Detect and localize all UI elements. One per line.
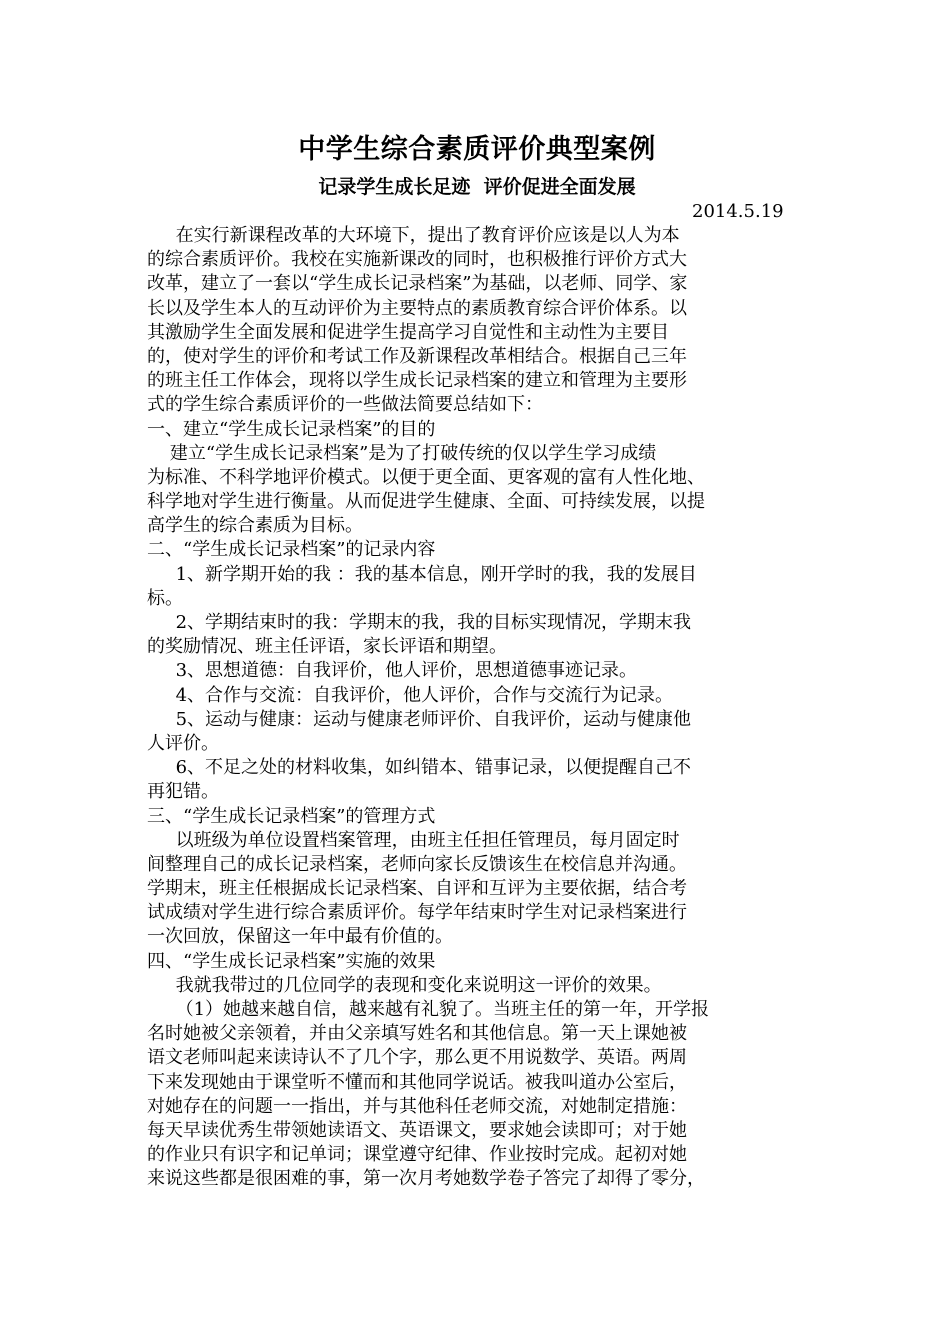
body-line xyxy=(147,1143,807,1167)
body-line xyxy=(147,490,807,514)
body-line xyxy=(147,611,807,635)
body-line xyxy=(147,393,807,417)
body-line-text: 的，使对学生的评价和考试工作及新课程改革相结合。根据自己三年 xyxy=(147,345,687,367)
body-line-text: 标。 xyxy=(147,587,183,609)
body-line xyxy=(147,974,807,998)
body-line-text: 为标准、不科学地评价模式。以便于更全面、更客观的富有人性化地、 xyxy=(147,466,705,488)
body-line xyxy=(147,877,807,901)
body-line-text: 三、“学生成长记录档案”的管理方式 xyxy=(147,805,436,827)
body-line-text: 6、不足之处的材料收集，如纠错本、错事记录，以便提醒自己不 xyxy=(147,757,692,779)
body-line xyxy=(147,684,807,708)
body-line xyxy=(147,950,807,974)
body-line-text: 5、运动与健康：运动与健康老师评价、自我评价，运动与健康他 xyxy=(147,708,692,730)
body-line xyxy=(147,514,807,538)
body-line xyxy=(147,1095,807,1119)
body-line-text: 以班级为单位设置档案管理，由班主任担任管理员，每月固定时 xyxy=(147,829,680,851)
body-line-text: 学期末，班主任根据成长记录档案、自评和互评为主要依据，结合考 xyxy=(147,878,687,900)
body-line xyxy=(147,732,807,756)
body-line xyxy=(147,998,807,1022)
document-body xyxy=(147,224,807,1192)
body-line-text: 来说这些都是很困难的事，第一次月考她数学卷子答完了却得了零分， xyxy=(147,1168,705,1190)
body-line xyxy=(147,587,807,611)
body-line xyxy=(147,853,807,877)
body-line xyxy=(147,1071,807,1095)
body-line xyxy=(147,248,807,272)
body-line-text: 下来发现她由于课堂听不懂而和其他同学说话。被我叫道办公室后， xyxy=(147,1071,687,1093)
body-line xyxy=(147,345,807,369)
body-line-text: （1）她越来越自信，越来越有礼貌了。当班主任的第一年，开学报 xyxy=(147,999,710,1020)
body-line-text: 试成绩对学生进行综合素质评价。每学年结束时学生对记录档案进行 xyxy=(147,902,687,924)
body-line-text: 其激励学生全面发展和促进学生提高学习自觉性和主动性为主要目 xyxy=(147,321,669,343)
body-line xyxy=(147,538,807,562)
body-line-text: 改革，建立了一套以“学生成长记录档案”为基础，以老师、同学、家 xyxy=(147,273,688,295)
body-line xyxy=(147,1022,807,1046)
body-line xyxy=(147,321,807,345)
body-line-text: 在实行新课程改革的大环境下，提出了教育评价应该是以人为本 xyxy=(147,225,680,246)
body-line xyxy=(147,563,807,587)
body-line-text: 四、“学生成长记录档案”实施的效果 xyxy=(147,950,436,972)
document-date: 2014.5.19 xyxy=(692,201,784,222)
body-line-text: 间整理自己的成长记录档案，老师向家长反馈该生在校信息并沟通。 xyxy=(147,853,687,875)
body-line xyxy=(147,805,807,829)
body-line xyxy=(147,829,807,853)
body-line-text: 1、新学期开始的我 ：我的基本信息，刚开学时的我，我的发展目 xyxy=(147,563,697,585)
body-line xyxy=(147,925,807,949)
body-line-text: 4、合作与交流：自我评价，他人评价，合作与交流行为记录。 xyxy=(147,684,674,706)
body-line-text: 的班主任工作体会，现将以学生成长记录档案的建立和管理为主要形 xyxy=(147,370,687,392)
body-line xyxy=(147,1046,807,1070)
body-line-text: 的作业只有识字和记单词；课堂遵守纪律、作业按时完成。起初对她 xyxy=(147,1144,687,1166)
body-line-text: 高学生的综合素质为目标。 xyxy=(147,515,363,537)
body-line xyxy=(147,1119,807,1143)
body-line-text: 3、思想道德：自我评价，他人评价，思想道德事迹记录。 xyxy=(147,660,638,682)
document-title: 中学生综合素质评价典型案例 xyxy=(298,134,656,165)
body-line xyxy=(147,369,807,393)
document-subtitle: 记录学生成长足迹 评价促进全面发展 xyxy=(318,176,636,198)
body-line xyxy=(147,466,807,490)
body-line xyxy=(147,635,807,659)
body-line-text: 我就我带过的几位同学的表现和变化来说明这一评价的效果。 xyxy=(147,974,662,996)
body-line-text: 对她存在的问题一一指出，并与其他科任老师交流，对她制定措施： xyxy=(147,1095,687,1117)
body-line-text: 一次回放，保留这一年中最有价值的。 xyxy=(147,926,453,948)
body-line xyxy=(147,708,807,732)
body-line xyxy=(147,418,807,442)
body-line-text: 再犯错。 xyxy=(147,781,219,803)
body-line xyxy=(147,659,807,683)
body-line xyxy=(147,224,807,248)
body-line-text: 2、学期结束时的我：学期末的我，我的目标实现情况，学期末我 xyxy=(147,612,692,633)
body-line xyxy=(147,901,807,925)
body-line xyxy=(147,780,807,804)
body-line xyxy=(147,756,807,780)
body-line xyxy=(147,1167,807,1191)
body-line-text: 一、建立“学生成长记录档案”的目的 xyxy=(147,418,436,440)
body-line-text: 建立“学生成长记录档案”是为了打破传统的仅以学生学习成绩 xyxy=(147,442,657,464)
body-line-text: 每天早读优秀生带领她读语文、英语课文，要求她会读即可；对于她 xyxy=(147,1119,687,1141)
body-line-text: 人评价。 xyxy=(147,732,219,754)
body-line-text: 科学地对学生进行衡量。从而促进学生健康、全面、可持续发展，以提 xyxy=(147,491,705,513)
body-line-text: 二、“学生成长记录档案”的记录内容 xyxy=(147,539,436,561)
body-line xyxy=(147,442,807,466)
body-line xyxy=(147,272,807,296)
body-line xyxy=(147,297,807,321)
body-line-text: 长以及学生本人的互动评价为主要特点的素质教育综合评价体系。以 xyxy=(147,297,687,319)
body-line-text: 名时她被父亲领着，并由父亲填写姓名和其他信息。第一天上课她被 xyxy=(147,1023,687,1045)
body-line-text: 语文老师叫起来读诗认不了几个字，那么更不用说数学、英语。两周 xyxy=(147,1047,687,1069)
body-line-text: 式的学生综合素质评价的一些做法简要总结如下： xyxy=(147,394,543,416)
body-line-text: 的综合素质评价。我校在实施新课改的同时，也积极推行评价方式大 xyxy=(147,249,687,271)
body-line-text: 的奖励情况、班主任评语，家长评语和期望。 xyxy=(147,636,507,658)
